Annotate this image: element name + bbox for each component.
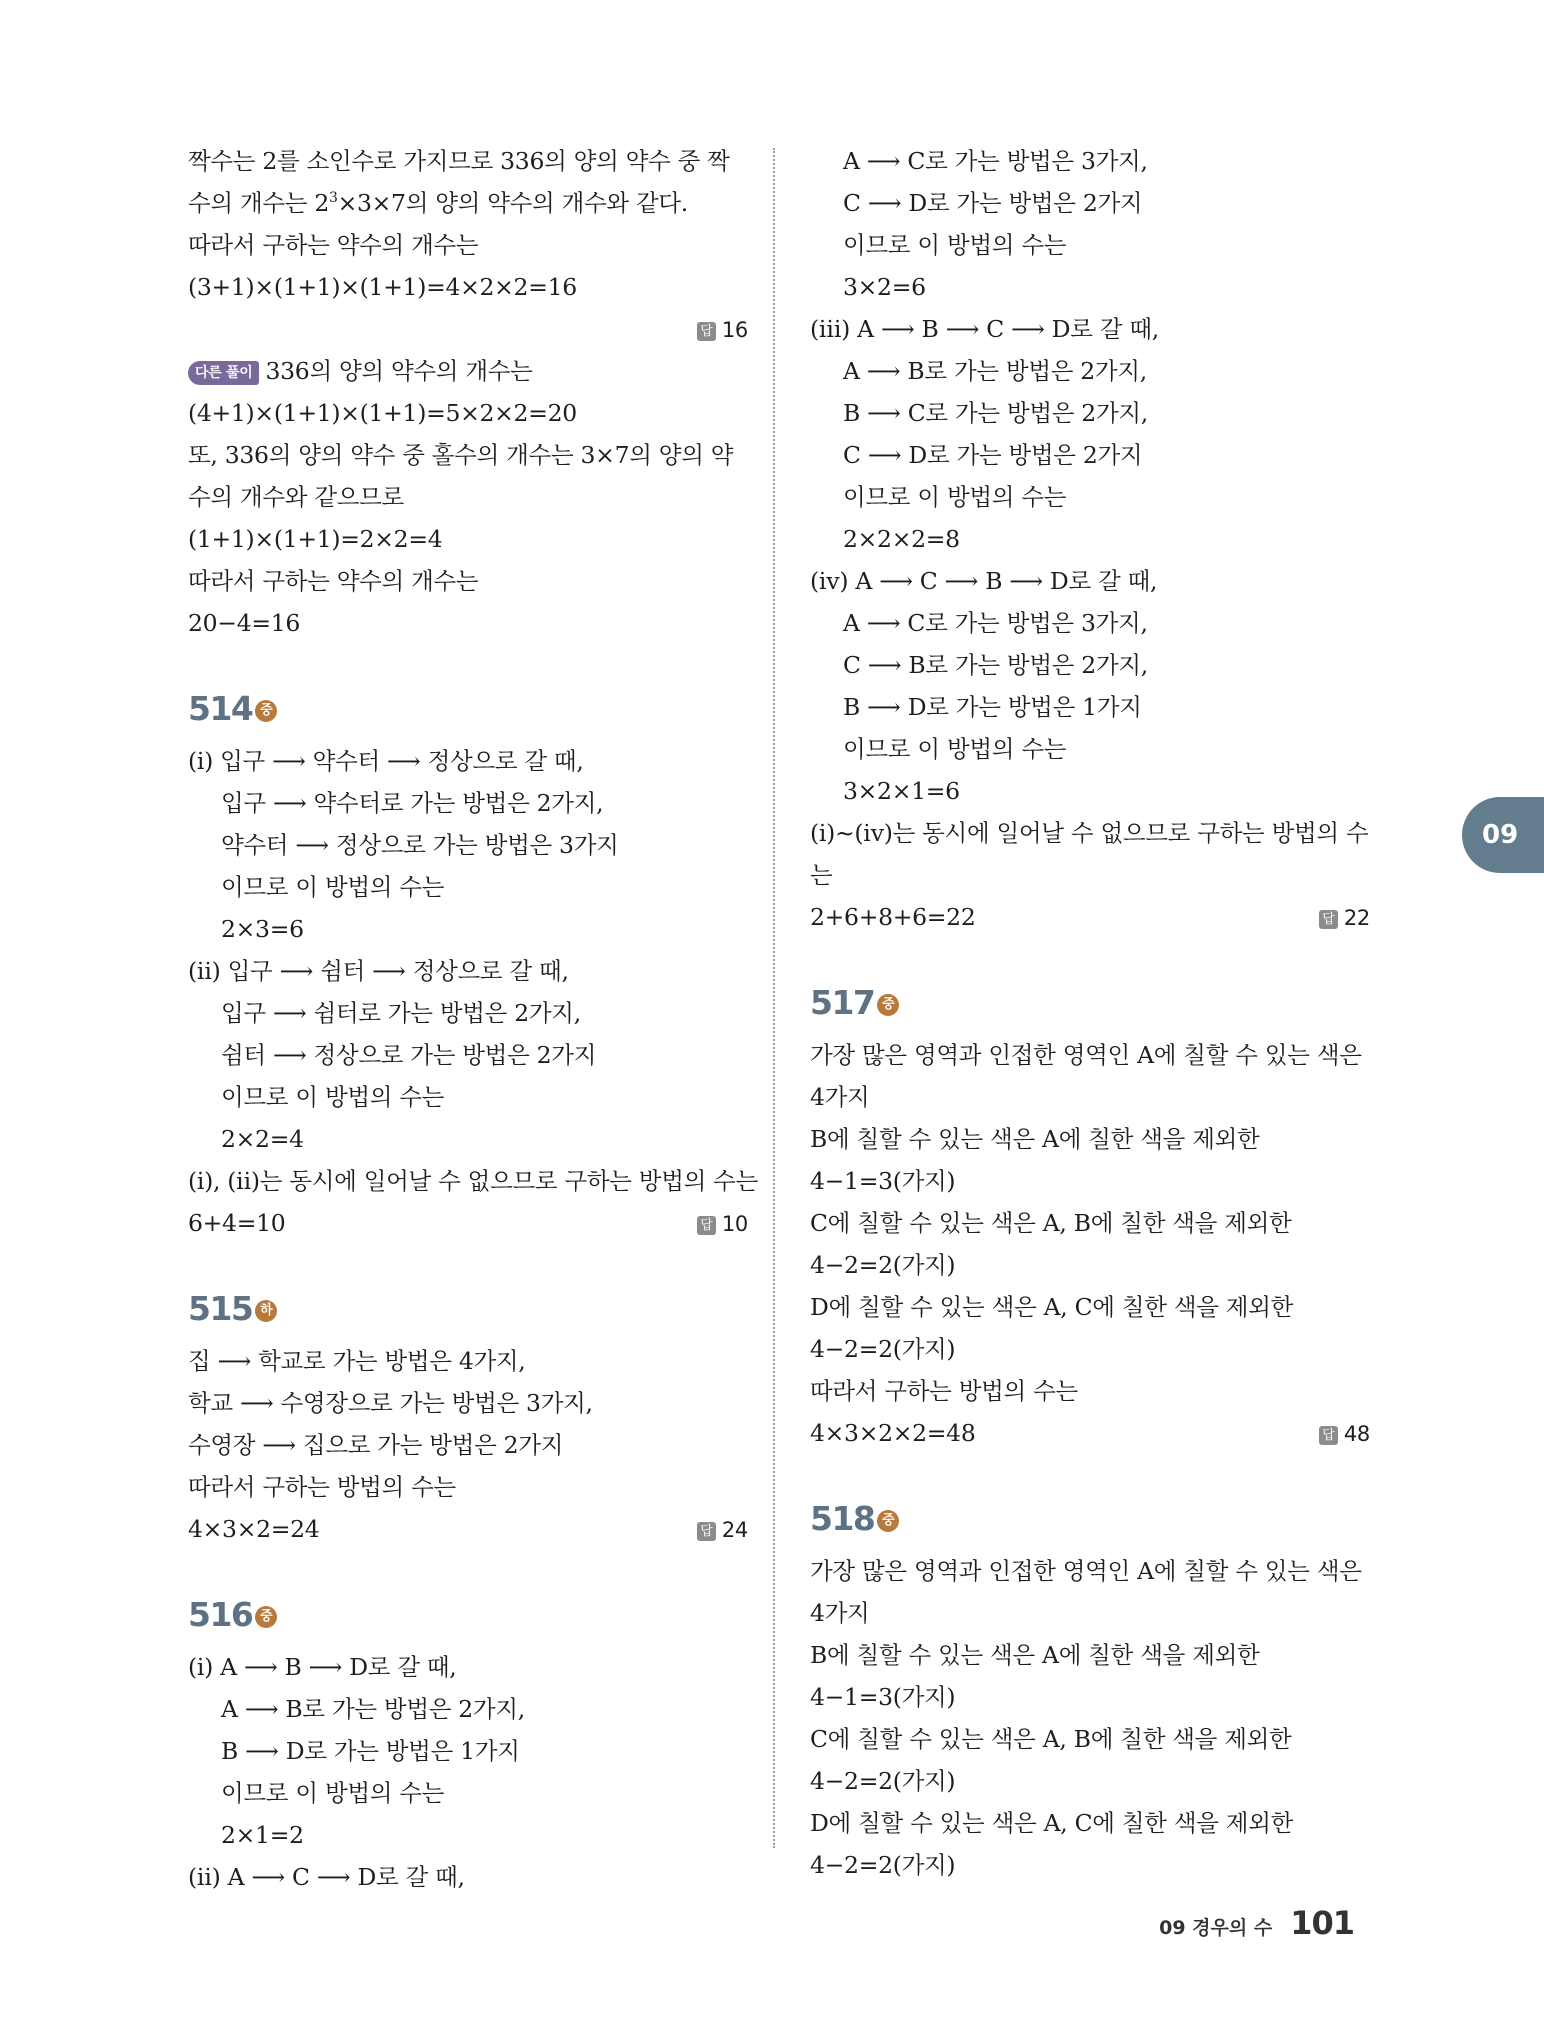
text-line: D에 칠할 수 있는 색은 A, C에 칠한 색을 제외한 [810, 1293, 1294, 1321]
text-line: C에 칠할 수 있는 색은 A, B에 칠한 색을 제외한 [810, 1725, 1292, 1753]
text-line: 20−4=16 [188, 609, 301, 637]
answer-value: 48 [1343, 1422, 1370, 1446]
page-number: 101 [1290, 1904, 1354, 1942]
text-line: C ⟶ B로 가는 방법은 2가지, [843, 651, 1148, 679]
text-line: B ⟶ D로 가는 방법은 1가지 [843, 693, 1142, 721]
text-line: 학교 ⟶ 수영장으로 가는 방법은 3가지, [188, 1389, 593, 1417]
text-line: B에 칠할 수 있는 색은 A에 칠한 색을 제외한 [810, 1125, 1260, 1153]
text-line: 4가지 [810, 1599, 870, 1627]
text-line: B ⟶ D로 가는 방법은 1가지 [221, 1737, 520, 1765]
right-column [810, 140, 1370, 1886]
text-line: (ⅱ) 입구 ⟶ 쉼터 ⟶ 정상으로 갈 때, [188, 957, 569, 985]
answer-value: 10 [721, 1212, 748, 1236]
answer-icon: 답 [697, 322, 716, 341]
text-line: 6+4=10 답 10 [188, 1202, 748, 1244]
text-line: 4−2=2(가지) [810, 1335, 956, 1363]
answer-icon: 답 [1319, 910, 1338, 929]
difficulty-badge: 중 [877, 1510, 899, 1532]
text-line: (ⅲ) A ⟶ B ⟶ C ⟶ D로 갈 때, [810, 315, 1159, 343]
text-line: 이므로 이 방법의 수는 [843, 231, 1067, 259]
answer [697, 1508, 748, 1551]
answer-icon: 답 [1319, 1426, 1338, 1445]
text-line: D에 칠할 수 있는 색은 A, C에 칠한 색을 제외한 [810, 1809, 1294, 1837]
footer-chapter-title: 09 경우의 수 [1159, 1917, 1273, 1939]
text-line: (3+1)×(1+1)×(1+1)=4×2×2=16 [188, 273, 577, 301]
answer-icon: 답 [697, 1216, 716, 1235]
text-line: 2×2×2=8 [843, 525, 960, 553]
text-line: 이므로 이 방법의 수는 [221, 873, 445, 901]
problem-header [810, 1488, 1370, 1550]
text-line: 4−1=3(가지) [810, 1683, 956, 1711]
text-line: 는 [810, 861, 833, 889]
problem-number: 514 [188, 689, 253, 728]
difficulty-badge: 중 [255, 1606, 277, 1628]
answer [188, 308, 748, 350]
column-divider [773, 148, 775, 1848]
text-line: 또, 336의 양의 약수 중 홀수의 개수는 3×7의 양의 약 [188, 441, 734, 469]
text-line: 4×3×2=24 답 24 [188, 1508, 748, 1550]
problem-header [188, 678, 748, 740]
text-line: A ⟶ B로 가는 방법은 2가지, [843, 357, 1147, 385]
problem-header [188, 1278, 748, 1340]
text-line: 입구 ⟶ 약수터로 가는 방법은 2가지, [221, 789, 604, 817]
text-line: (ⅰ)~(ⅳ)는 동시에 일어날 수 없으므로 구하는 방법의 수 [810, 819, 1369, 847]
text-line: B에 칠할 수 있는 색은 A에 칠한 색을 제외한 [810, 1641, 1260, 1669]
text-line: 따라서 구하는 약수의 개수는 [188, 231, 479, 259]
answer [1319, 896, 1370, 939]
text-line: 이므로 이 방법의 수는 [843, 483, 1067, 511]
text-line: 2+6+8+6=22 답 22 [810, 896, 1370, 938]
text-line: B ⟶ C로 가는 방법은 2가지, [843, 399, 1148, 427]
chapter-tab[interactable] [1462, 797, 1544, 873]
difficulty-badge: 하 [255, 1300, 277, 1322]
answer [697, 1202, 748, 1245]
text-line: 3×2×1=6 [843, 777, 960, 805]
text-line: 가장 많은 영역과 인접한 영역인 A에 칠할 수 있는 색은 [810, 1041, 1362, 1069]
text-line: 입구 ⟶ 쉼터로 가는 방법은 2가지, [221, 999, 581, 1027]
text-line: 약수터 ⟶ 정상으로 가는 방법은 3가지 [221, 831, 619, 859]
text-line: 3×2=6 [843, 273, 926, 301]
text-line: 쉼터 ⟶ 정상으로 가는 방법은 2가지 [221, 1041, 597, 1069]
text-line: 수의 개수와 같으므로 [188, 483, 404, 511]
text-line: 2×2=4 [221, 1125, 304, 1153]
alt-solution-badge: 다른 풀이 [188, 361, 259, 385]
text-line: 이므로 이 방법의 수는 [221, 1083, 445, 1111]
text-line: 따라서 구하는 방법의 수는 [810, 1377, 1078, 1405]
text-line: 따라서 구하는 방법의 수는 [188, 1473, 456, 1501]
text-line: 이므로 이 방법의 수는 [843, 735, 1067, 763]
text-line: (1+1)×(1+1)=2×2=4 [188, 525, 443, 553]
text-line: 4−2=2(가지) [810, 1767, 956, 1795]
text-line: C에 칠할 수 있는 색은 A, B에 칠한 색을 제외한 [810, 1209, 1292, 1237]
text-line: 4×3×2×2=48 답 48 [810, 1412, 1370, 1454]
text-line: 가장 많은 영역과 인접한 영역인 A에 칠할 수 있는 색은 [810, 1557, 1362, 1585]
text-line: (ⅱ) A ⟶ C ⟶ D로 갈 때, [188, 1863, 465, 1891]
difficulty-badge: 중 [255, 700, 277, 722]
text-line: (ⅰ), (ⅱ)는 동시에 일어날 수 없으므로 구하는 방법의 수는 [188, 1167, 758, 1195]
text-line: 다른 풀이 336의 양의 약수의 개수는 [188, 350, 748, 392]
text-line: 따라서 구하는 약수의 개수는 [188, 567, 479, 595]
text-line: 수의 개수는 $2^3\times 3\times 7$의 양의 약수의 개수와 같다. [188, 189, 688, 217]
text-line: 이므로 이 방법의 수는 [221, 1779, 445, 1807]
text-line: 4가지 [810, 1083, 870, 1111]
answer-value: 24 [721, 1518, 748, 1542]
difficulty-badge: 중 [877, 994, 899, 1016]
answer-value: 22 [1343, 906, 1370, 930]
text-line: 집 ⟶ 학교로 가는 방법은 4가지, [188, 1347, 526, 1375]
exponent: 3 [329, 190, 338, 207]
answer-icon: 답 [697, 1522, 716, 1541]
left-column [188, 140, 758, 1898]
text-line: A ⟶ C로 가는 방법은 3가지, [843, 147, 1148, 175]
text-line: (4+1)×(1+1)×(1+1)=5×2×2=20 [188, 399, 577, 427]
text-line: 4−2=2(가지) [810, 1851, 956, 1879]
text-line: (ⅰ) 입구 ⟶ 약수터 ⟶ 정상으로 갈 때, [188, 747, 584, 775]
problem-number: 515 [188, 1289, 253, 1328]
text-line: 수영장 ⟶ 집으로 가는 방법은 2가지 [188, 1431, 564, 1459]
text-line: A ⟶ C로 가는 방법은 3가지, [843, 609, 1148, 637]
problem-number: 517 [810, 983, 875, 1022]
text-line: C ⟶ D로 가는 방법은 2가지 [843, 441, 1143, 469]
text-line: 짝수는 2를 소인수로 가지므로 336의 양의 약수 중 짝 [188, 147, 730, 175]
text-line: C ⟶ D로 가는 방법은 2가지 [843, 189, 1143, 217]
page-footer [1159, 1898, 1354, 1948]
problem-number: 516 [188, 1595, 253, 1634]
problem-number: 518 [810, 1499, 875, 1538]
text-line: 4−1=3(가지) [810, 1167, 956, 1195]
text-line: 2×1=2 [221, 1821, 304, 1849]
problem-header [810, 972, 1370, 1034]
answer [1319, 1412, 1370, 1455]
answer-value: 16 [721, 318, 748, 342]
text-line: A ⟶ B로 가는 방법은 2가지, [221, 1695, 525, 1723]
text-line: (ⅰ) A ⟶ B ⟶ D로 갈 때, [188, 1653, 457, 1681]
problem-header [188, 1584, 748, 1646]
text-line: (ⅳ) A ⟶ C ⟶ B ⟶ D로 갈 때, [810, 567, 1158, 595]
chapter-tab-label: 09 [1482, 820, 1519, 850]
text-line: 2×3=6 [221, 915, 304, 943]
text-line: 4−2=2(가지) [810, 1251, 956, 1279]
